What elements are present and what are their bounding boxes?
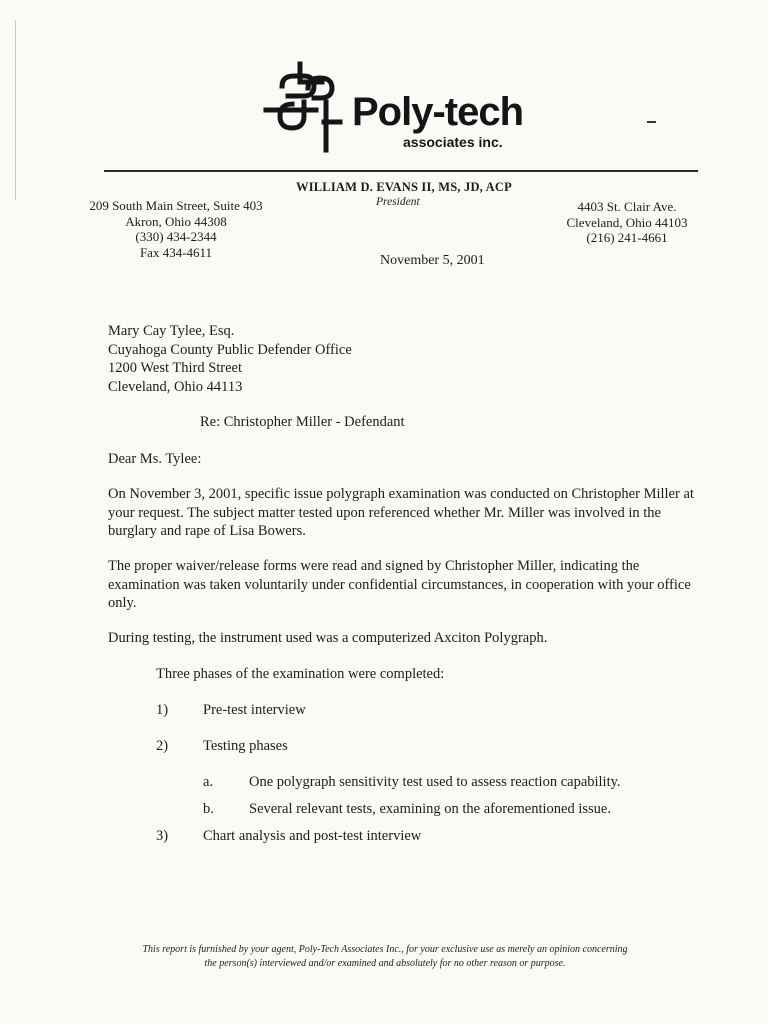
recipient-city: Cleveland, Ohio 44113 [108,378,243,395]
logo-wordmark: Poly-tech [352,90,524,134]
recipient-name: Mary Cay Tylee, Esq. [108,323,235,339]
sub-item-letter: b. [203,801,214,817]
footer-disclaimer [60,943,710,971]
paragraph-instrument: During testing, the instrument used was a computerized Axciton Polygraph. [108,630,548,646]
paragraph-examination: On November 3, 2001, specific issue polygraph examination was conducted on Christopher Miller at your request. The subject matter tested upon referenced whether Mr. Miller was involved in the burglary and rape of Lisa Bowers. [108,486,694,539]
recipient-block [108,322,352,396]
footer-line: the person(s) interviewed and/or examined and absolutely for no other reason or purpose. [204,958,566,969]
logo-subtext: associates inc. [403,134,503,150]
address-fax: Fax 434-4611 [139,244,213,260]
letter-date: November 5, 2001 [380,253,485,268]
list-item-number: 1) [156,702,169,718]
sub-item-letter: a. [203,774,214,790]
list-item-number: 2) [156,738,169,754]
list-item-number: 3) [156,828,169,844]
cleveland-address [552,199,702,246]
address-phone: (216) 241-4661 [586,230,668,245]
list-item-text: Chart analysis and post-test interview [203,828,422,844]
phases-intro: Three phases of the examination were completed: [156,666,445,682]
sub-item-text: Several relevant tests, examining on the aforementioned issue. [249,801,611,817]
footer-line: This report is furnished by your agent, Poly-Tech Associates Inc., for your exclusive use as merely an opinion concerning [142,944,628,955]
address-phone: (330) 434-2344 [135,229,217,244]
paragraph-waiver: The proper waiver/release forms were read and signed by Christopher Miller, indicating the examination was taken voluntarily under confidential circumstances, in cooperation with your office only. [108,558,691,611]
list-item-text: Testing phases [203,738,288,754]
sub-item-text: One polygraph sensitivity test used to assess reaction capability. [249,774,621,790]
address-line: 4403 St. Clair Ave. [577,199,677,214]
address-line: 209 South Main Street, Suite 403 [89,198,263,213]
president-title: President [376,196,420,208]
akron-address [70,198,282,260]
header-dash [647,121,656,123]
header-rule [104,170,698,172]
address-line: Akron, Ohio 44308 [125,213,227,229]
president-name: WILLIAM D. EVANS II, MS, JD, ACP [296,180,512,194]
salutation: Dear Ms. Tylee: [108,451,202,467]
list-item-text: Pre-test interview [203,702,306,718]
page-margin-line [15,20,16,200]
recipient-street: 1200 West Third Street [108,360,243,376]
re-line: Re: Christopher Miller - Defendant [200,414,405,430]
recipient-office: Cuyahoga County Public Defender Office [108,341,352,358]
address-line: Cleveland, Ohio 44103 [566,214,688,230]
